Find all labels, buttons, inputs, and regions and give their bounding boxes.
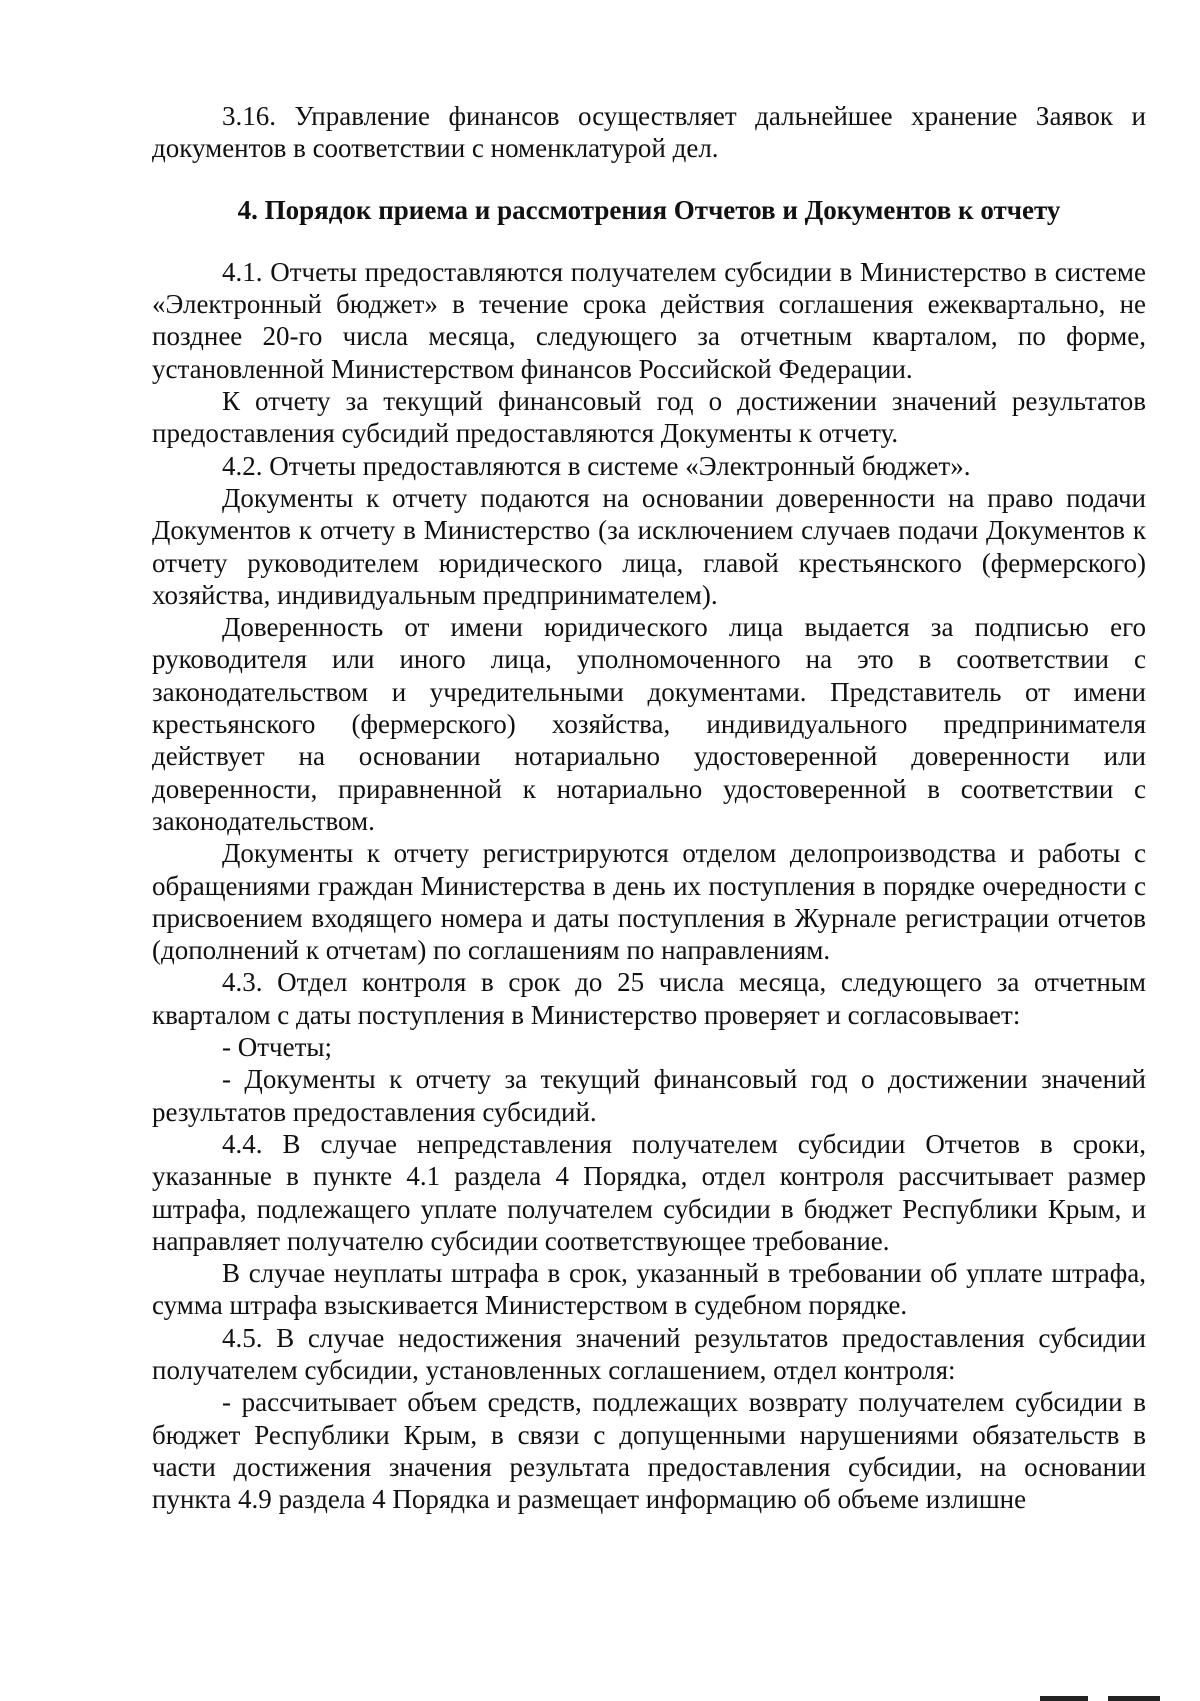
paragraph-4-4: 4.4. В случае непредставления получателем субсидии Отчетов в сроки, указанные в пункте 4.1 раздела 4 Порядка, отдел контроля рассчитывает размер штрафа, подлежащего уплате получателем субсидии в бюджет Республики Крым, и направляет получателю субсидии соответствующее требование.	[152, 1128, 1146, 1256]
paragraph-4-5: 4.5. В случае недостижения значений результатов предоставления субсидии получателем субсидии, установленных соглашением, отдел контроля:	[152, 1322, 1146, 1385]
paragraph-4-3: 4.3. Отдел контроля в срок до 25 числа месяца, следующего за отчетным кварталом с даты поступления в Министерство проверяет и согласовывает:	[152, 967, 1146, 1030]
paragraph-4-2: 4.2. Отчеты предоставляются в системе «Электронный бюджет».	[222, 450, 971, 481]
paragraph-4-1: 4.1. Отчеты предоставляются получателем субсидии в Министерство в системе «Электронный бюджет» в течение срока действия соглашения ежеквартально, не позднее 20-го числа месяца, следующего за отчетным кварталом, по форме, установленной Министерством финансов Российской Федерации.	[152, 256, 1146, 384]
paragraph-fine-recovery: В случае неуплаты штрафа в срок, указанный в требовании об уплате штрафа, сумма штрафа взыскивается Министерством в судебном порядке.	[152, 1258, 1146, 1321]
list-item-report-documents: - Документы к отчету за текущий финансовый год о достижении значений результатов предоставления субсидий.	[152, 1064, 1146, 1127]
paragraph-3-16: 3.16. Управление финансов осуществляет дальнейшее хранение Заявок и документов в соответствии с номенклатурой дел.	[152, 101, 1146, 164]
section-heading-4: 4. Порядок приема и рассмотрения Отчетов и Документов к отчету	[237, 194, 1061, 225]
paragraph-report-documents: К отчету за текущий финансовый год о достижении значений результатов предоставления субсидий предоставляются Документы к отчету.	[152, 386, 1146, 449]
list-item-refund-calculation: - рассчитывает объем средств, подлежащих возврату получателем субсидии в бюджет Республики Крым, в связи с допущенными нарушениями обязательств в части достижения значения результата предоставления субсидии, на основании пункта 4.9 раздела 4 Порядка и размещает информацию об объеме излишне	[152, 1387, 1146, 1515]
scan-edge-mark-left	[1040, 1696, 1088, 1701]
paragraph-power-of-attorney-issue: Доверенность от имени юридического лица выдается за подписью его руководителя или иного лица, уполномоченного на это в соответствии с законодательством и учредительными документами. Представитель от имени крестьянского (фермерского) хозяйства, индивидуального предпринимателя действует на основании нотариально удостоверенной доверенности или доверенности, приравненной к нотариально удостоверенной в соответствии с законодательством.	[152, 612, 1146, 836]
paragraph-power-of-attorney-basis: Документы к отчету подаются на основании доверенности на право подачи Документов к отчету в Министерство (за исключением случаев подачи Документов к отчету руководителем юридического лица, главой крестьянского (фермерского) хозяйства, индивидуальным предпринимателем).	[152, 482, 1146, 610]
paragraph-registration: Документы к отчету регистрируются отделом делопроизводства и работы с обращениями граждан Министерства в день их поступления в порядке очередности с присвоением входящего номера и даты поступления в Журнале регистрации отчетов (дополнений к отчетам) по соглашениям по направлениям.	[152, 838, 1146, 966]
document-body	[152, 100, 1146, 1515]
list-item-reports: - Отчеты;	[222, 1032, 333, 1063]
scan-edge-mark-right	[1108, 1696, 1160, 1701]
